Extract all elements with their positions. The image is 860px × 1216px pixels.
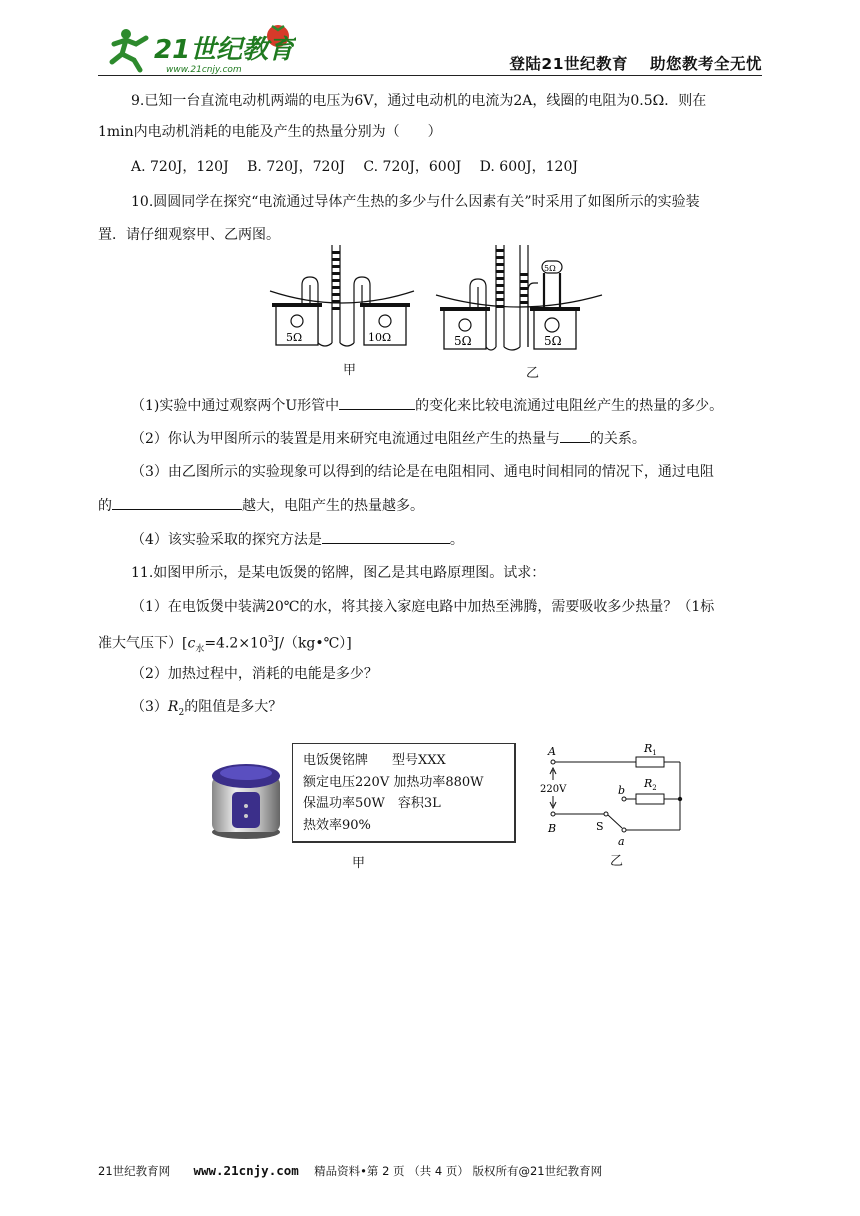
q10-sub2-prefix: （2）你认为甲图所示的装置是用来研究电流通过电阻丝产生的热量与 [131,431,560,447]
nameplate-table [292,743,516,843]
svg-text:R2 [643,777,657,792]
header-slogan-right: 助您教考全无忧 [649,55,762,73]
q10-sub1-prefix: （1)实验中通过观察两个U形管中 [131,398,340,414]
q11-r-subscript: 2 [178,707,185,718]
q10-line1: 10.圆圆同学在探究“电流通过导体产生热的多少与什么因素有关”时采用了如图所示的实验装 [131,194,700,210]
q10-sub1-suffix: 的变化来比较电流通过电阻丝产生的热量的多少。 [415,398,724,414]
circuit-label-R2-sub: 2 [652,784,657,792]
fig-jia-caption: 甲 [343,363,357,378]
circuit-voltage: 220V [540,784,567,795]
q10-sub3-suffix: 越大，电阻产生的热量越多。 [242,498,424,514]
yi-r-right: 5Ω [544,334,562,348]
figure-jia-apparatus [268,243,416,351]
q10-sub4-blank[interactable] [322,529,450,544]
q11-c-unit: J/（kg•℃）] [273,635,352,652]
header-divider [98,75,762,76]
nameplate-row-2: 额定电压220V 加热功率880W [303,774,484,790]
q10-sub2-blank[interactable] [560,428,590,443]
q11-r-symbol: R [167,699,179,715]
rice-cooker-image [208,758,284,840]
q11-c-subscript: 水 [195,644,205,655]
q10-sub1 [131,395,723,416]
q11-sub3-prefix: （3） [131,699,168,715]
logo-url: www.21cnjy.com [166,65,242,75]
footer-page-info: 精品资料•第 2 页 （共 4 页） 版权所有@21世纪教育网 [314,1164,603,1178]
q9-line1: 9.已知一台直流电动机两端的电压为6V，通过电动机的电流为2A，线圈的电阻为0.5Ω．则在 [131,93,707,109]
q11-c-exponent: 3 [267,635,274,645]
site-logo[interactable] [106,18,296,76]
nameplate-row-3: 保温功率50W 容积3L [303,796,441,811]
q11-sub1-bracket: 准大气压下）[ [98,635,188,652]
circuit-diagram [536,740,696,864]
circuit-label-b: b [618,784,626,797]
page-footer [98,1163,602,1179]
q11-sub2: （2）加热过程中，消耗的电能是多少？ [131,666,378,682]
q10-sub3-blank[interactable] [112,495,242,510]
circuit-label-R1-sub: 1 [652,749,657,757]
nameplate-model: 型号XXX [392,753,446,768]
yi-r-top: 5Ω [544,264,556,273]
q10-sub2-suffix: 的关系。 [589,431,646,447]
q10-sub3-prefix: 的 [98,498,112,514]
runner-icon [112,29,146,70]
circuit-label-R1: R [644,742,653,755]
q10-sub2 [131,428,646,449]
nameplate-row-1 [303,750,514,772]
circuit-label-a: a [618,835,625,848]
q11-line1: 11.如图甲所示，是某电饭煲的铭牌，图乙是其电路原理图。试求： [131,565,546,581]
q10-sub4-prefix: （4）该实验采取的探究方法是 [131,532,322,548]
q10-line2: 置．请仔细观察甲、乙两图。 [98,227,280,243]
q10-sub3-line2 [98,495,424,516]
circuit-caption: 乙 [610,854,624,869]
circuit-label-R2: R [644,777,653,790]
q11-fig-jia-caption: 甲 [352,856,366,871]
nameplate-title: 电饭煲铭牌 [303,753,369,768]
jia-r-left: 5Ω [286,331,303,344]
jia-r-right: 10Ω [368,331,392,344]
footer-url[interactable]: www.21cnjy.com [193,1163,299,1178]
q10-sub3-line1: （3）由乙图所示的实验现象可以得到的结论是在电阻相同、通电时间相同的情况下，通过电阻 [131,464,714,480]
logo-text: 21世纪教育 [154,35,295,65]
circuit-label-S: S [596,820,604,833]
q9-line2: 1min内电动机消耗的电能及产生的热量分别为（ ） [98,124,442,140]
q11-sub1-line2 [98,630,352,659]
svg-text:R1 [643,742,657,757]
q11-c-value: =4.2×10 [204,635,268,652]
yi-r-left: 5Ω [454,334,472,348]
footer-site: 21世纪教育网 [98,1164,171,1178]
figure-yi-apparatus [434,243,604,355]
q11-sub3-suffix: 的阻值是多大？ [184,699,283,715]
circuit-label-A: A [548,745,556,758]
nameplate-row-4: 热效率90% [303,817,371,833]
q11-sub3 [131,697,282,723]
fig-yi-caption: 乙 [526,366,540,381]
q10-sub1-blank[interactable] [339,395,415,410]
q10-sub4-suffix: 。 [449,532,464,548]
header-slogan [509,52,762,74]
header-slogan-left: 登陆21世纪教育 [509,55,628,73]
q11-c-symbol: c [187,635,196,652]
q9-options: A. 720J，120J B. 720J，720J C. 720J，600J D. 600J，120J [131,159,578,175]
q10-sub4 [131,529,464,550]
circuit-label-B: B [548,822,557,835]
q11-sub1-line1: （1）在电饭煲中装满20℃的水，将其接入家庭电路中加热至沸腾，需要吸收多少热量？（1标 [131,599,715,615]
